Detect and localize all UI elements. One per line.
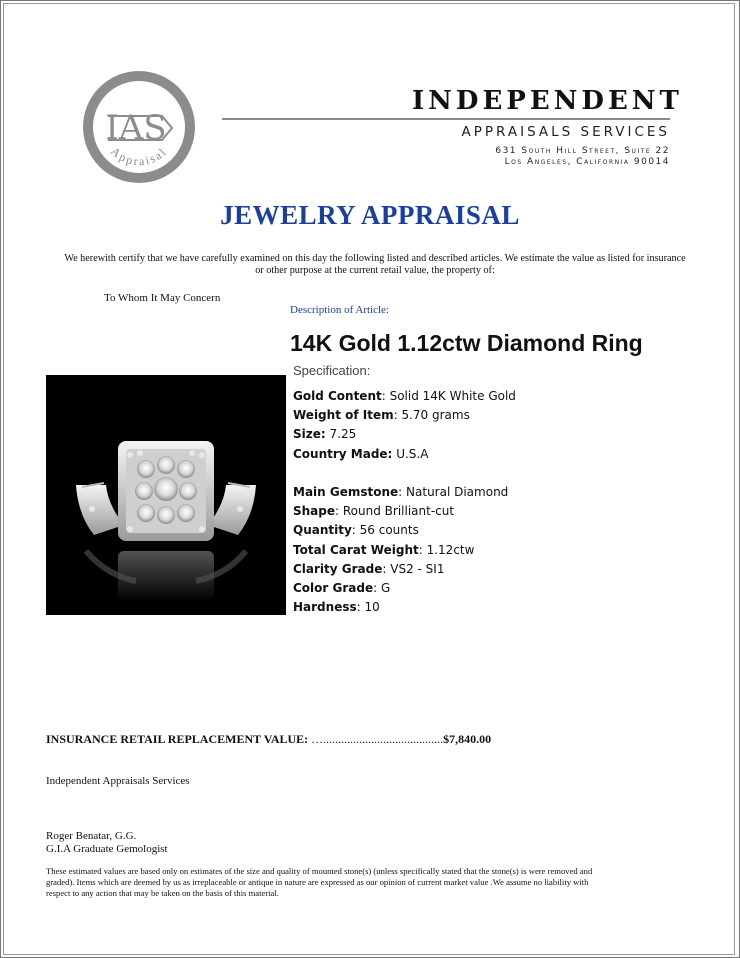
signer-block (46, 830, 168, 856)
spec-spacer (293, 464, 516, 483)
spec-row: Gold Content: Solid 14K White Gold (293, 389, 516, 403)
spec-label: Quantity (293, 523, 352, 538)
ias-logo (80, 68, 198, 186)
spec-label: Color Grade (293, 580, 374, 595)
diamond-ring-photo (46, 375, 286, 615)
spec-label: Size: (293, 427, 326, 442)
document-title: JEWELRY APPRAISAL (220, 200, 520, 230)
brand-title: INDEPENDENT (412, 86, 683, 116)
company-name: Independent Appraisals Services (46, 775, 190, 787)
specification-label: Specification: (293, 363, 371, 378)
spec-row (293, 425, 516, 444)
spec-value: VS2 - SI1 (390, 561, 445, 576)
spec-label: Weight of Item (293, 408, 394, 423)
spec-label: Total Carat Weight (293, 542, 419, 557)
signer-name: Roger Benatar, G.G. (46, 830, 137, 842)
spec-label: Gold Content (293, 389, 382, 403)
insurance-value: $7,840.00 (443, 732, 492, 746)
spec-row: Color Grade: G (293, 580, 391, 595)
spec-label: Shape (293, 504, 336, 519)
brand-subtitle: APPRAISALS SERVICES (461, 124, 670, 140)
spec-row: Clarity Grade: VS2 - SI1 (293, 561, 445, 576)
spec-label: Hardness (293, 600, 357, 615)
article-title: 14K Gold 1.12ctw Diamond Ring (290, 330, 643, 356)
logo-subtext: Appraisal (108, 144, 170, 169)
spec-row: Shape: Round Brilliant-cut (293, 504, 455, 519)
certify-text: We herewith certify that we have carefully examined on this day the following listed and described articles. We estimate the value as listed for insurance or other purpose at the current retail value, the property of: (64, 253, 686, 276)
insurance-value-line (46, 732, 491, 747)
address-line-1: 631 South Hill Street, Suite 22 (495, 146, 670, 156)
specification-list (293, 387, 516, 617)
spec-value: U.S.A (396, 446, 429, 461)
spec-label: Main Gemstone (293, 484, 399, 499)
spec-label: Clarity Grade (293, 561, 383, 576)
spec-row: Total Carat Weight: 1.12ctw (293, 542, 475, 557)
recipient: To Whom It May Concern (104, 292, 221, 304)
spec-value: Natural Diamond (406, 484, 509, 499)
brand-divider (222, 118, 670, 120)
spec-value: 10 (364, 600, 380, 615)
disclaimer-text: These estimated values are based only on estimates of the size and quality of mounted stone(s) (unless specifically stated that the stone(s) is were removed and graded). Items which are deemed by us as irreplaceable or antique in nature are expressed as our opinion of current market value .We assume no liability with respect to any action that may be taken on the basis of this material. (46, 866, 593, 898)
spec-label: Country Made: (293, 446, 393, 461)
spec-value: 1.12ctw (426, 542, 475, 557)
spec-row: Weight of Item: 5.70 grams (293, 408, 470, 423)
logo-text: IAS (105, 108, 167, 148)
signer-title: G.I.A Graduate Gemologist (46, 843, 168, 855)
spec-value: 7.25 (329, 427, 357, 442)
brand-address (400, 146, 670, 168)
address-line-2: Los Angeles, California 90014 (504, 157, 670, 167)
spec-value: 56 counts (359, 523, 419, 538)
spec-row: Main Gemstone: Natural Diamond (293, 484, 509, 499)
spec-row (293, 445, 516, 464)
spec-value: G (380, 580, 391, 595)
description-label: Description of Article: (290, 304, 389, 316)
spec-value: Solid 14K White Gold (389, 389, 516, 403)
spec-row: Hardness: 10 (293, 600, 380, 615)
spec-value: Round Brilliant-cut (342, 504, 455, 519)
spec-value: 5.70 grams (401, 408, 470, 423)
spec-row: Quantity: 56 counts (293, 523, 419, 538)
insurance-label: INSURANCE RETAIL REPLACEMENT VALUE: (46, 732, 309, 746)
leader-dots: …........................................ (308, 732, 444, 746)
